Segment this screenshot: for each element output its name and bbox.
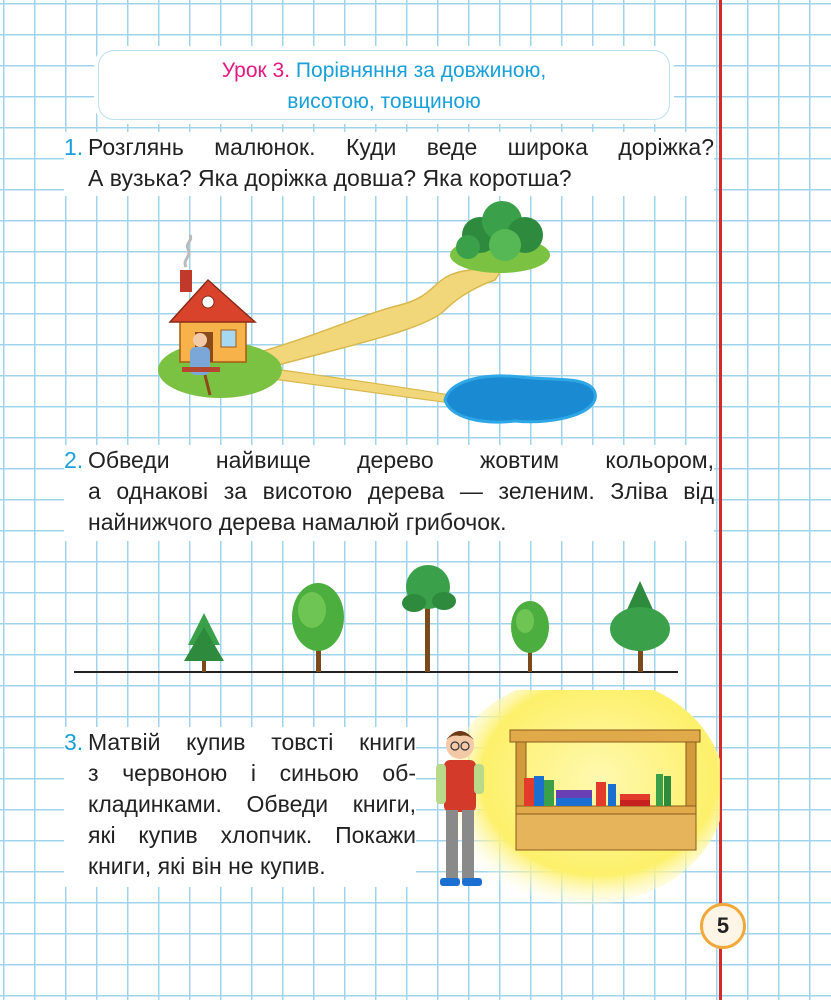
lesson-topic-line1: Порівняння за довжиною, [295, 59, 547, 82]
lesson-title [98, 50, 670, 120]
task-3-line: книги, які він не купив. [88, 853, 326, 879]
house-icon [170, 235, 255, 362]
book-icon [524, 778, 534, 806]
tree-icon [292, 583, 344, 672]
lesson-topic-line2: висотою, товщиною [287, 90, 481, 113]
task-2-line: найнижчого дерева намалюй грибочок. [88, 509, 507, 535]
task-2-line: Обведи найвище дерево жовтим кольором, [88, 447, 714, 473]
book-icon [556, 798, 592, 806]
tree-icon [402, 565, 456, 672]
path-scene-illustration [150, 195, 610, 430]
forest-icon [450, 201, 550, 273]
task-2-line: а однакові за висотою дерева — зеленим. Зліва від [88, 478, 714, 504]
book-icon [656, 774, 663, 806]
book-icon [664, 776, 671, 806]
task-3-number: 3. [64, 729, 84, 755]
page-number: 5 [700, 903, 746, 949]
task-3-line: кладинками. Обведи книги, [88, 791, 416, 817]
task-3-line: які купив хлопчик. Покажи [88, 822, 416, 848]
task-3 [64, 727, 416, 887]
bookshelf-illustration [420, 690, 720, 910]
book-icon [596, 782, 606, 806]
task-3-line: з червоною і синьою об- [88, 760, 416, 786]
book-icon [620, 800, 650, 806]
trees-illustration [60, 555, 700, 685]
lake-icon [445, 376, 595, 422]
book-icon [620, 794, 650, 800]
task-2-number: 2. [64, 447, 84, 473]
task-2 [64, 445, 714, 541]
tree-icon [184, 613, 224, 672]
task-1 [64, 132, 714, 196]
tree-icon [610, 581, 670, 672]
task-1-line: А вузька? Яка доріжка довша? Яка коротша? [88, 165, 572, 191]
task-1-line: Розглянь малюнок. Куди веде широка доріжка? [88, 134, 714, 160]
task-3-line: Матвій купив товсті книги [88, 729, 416, 755]
book-icon [556, 790, 592, 798]
book-icon [608, 784, 616, 806]
tree-icon [511, 601, 549, 672]
book-icon [544, 780, 554, 806]
lesson-number: Урок 3. [221, 59, 291, 82]
book-icon [534, 776, 544, 806]
task-1-number: 1. [64, 134, 84, 160]
